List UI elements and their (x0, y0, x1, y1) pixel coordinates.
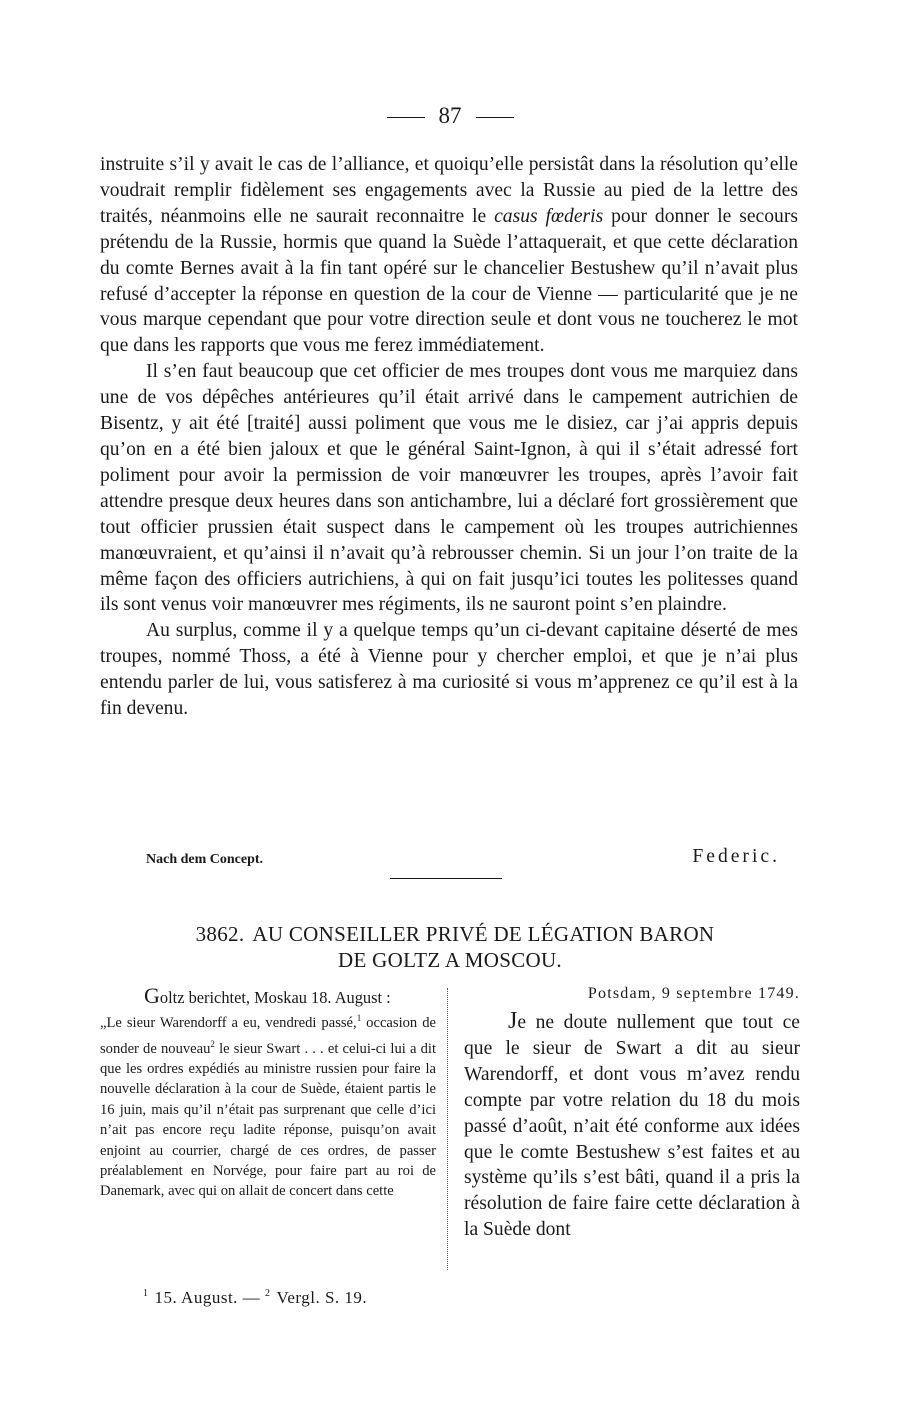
footnote-2-text: Vergl. S. 19. (276, 1288, 368, 1307)
paragraph-1 (100, 152, 798, 359)
document-number: 3862. (195, 922, 245, 946)
page-number-dash-left (387, 117, 425, 118)
paragraph-2: Il s’en faut beaucoup que cet officier de mes troupes dont vous me marquiez dans une de vos dépêches antérieures qu’il était arrivé dans le campement autrichien de Bisentz, y ait été [traité] aussi poliment que vous me le disiez, car j’ai appris depuis qu’on en a été bien jaloux et que le général Saint-Ignon, à qui il s’était adressé fort poliment pour avoir la permission de voir manœuvrer les troupes, après l’avoir fait attendre presque deux heures dans son antichambre, lui a déclaré fort grossièrement que tout officier prussien était suspect dans le campement où les troupes autrichiennes manœuvraient, et qu’ainsi il n’avait qu’à rebrousser chemin. Si un jour l’on traite de la même façon des officiers autrichiens, à qui on fait jusqu’ici toutes les politesses quand ils sont venus voir manœuvrer mes régiments, ils ne sauront point s’en plaindre. (100, 361, 798, 616)
paragraph-1-end: pour donner le secours prétendu de la Russie, hormis que quand la Suède l’attaquerait, et que cette déclaration du comte Bernes avait à la fin tant opéré sur le chancelier Bestushew qu’il n’avait plus refusé d’accepter la réponse en question de la cour de Vienne — particularité que je ne vous marque cependant que pour votre direction seule et dont vous ne toucherez le mot que dans les rapports que vous me ferez immédiatement. (100, 205, 798, 357)
letter-body (464, 1009, 800, 1243)
letter-column (464, 983, 800, 1243)
summary-quote-part2: occasion de sonder de nouveau (100, 1015, 436, 1057)
summary-quote (100, 1008, 436, 1201)
summary-initial: G (144, 983, 160, 1008)
letter-text: e ne doute nullement que tout ce que le sieur de Swart a dit au sieur Warendorff, et dont vous m’avez rendu compte par votre relation du 18 du mois passé d’août, n’ait été conforme aux idées que le comte Bestushew s’est faites et au système qu’ils s’est bâti, quand il a pris la résolution de faire faire cette déclaration à la Suède dont (464, 1012, 800, 1241)
section-divider (390, 878, 502, 879)
summary-quote-part3: le sieur Swart . . . et celui-ci lui a dit que les ordres expédiés au ministre russien pour faire la nouvelle déclaration à la cour de Suède, étaient partis le 16 juin, mais qu’il n’était pas surprenant que celle d’ici n’ait pas encore reçu ladite réponse, puisqu’on avait enjoint au courrier, chargé de ces ordres, de passer préalablement en Norvége, pour faire part au roi de Danemark, avec qui on allait de concert dans cette (100, 1040, 436, 1200)
footnote-mark-1: 1 (143, 1288, 149, 1300)
letter-dateline: Potsdam, 9 septembre 1749. (587, 985, 800, 1002)
footnotes (143, 1288, 367, 1308)
document-heading (100, 921, 800, 973)
document-title-line1: AU CONSEILLER PRIVÉ DE LÉGATION BARON (252, 922, 715, 946)
page-number-value: 87 (438, 103, 462, 128)
footnote-ref-1: 1 (356, 1013, 362, 1024)
main-text (100, 152, 798, 722)
paragraph-1-italic: casus fœderis (494, 205, 604, 227)
page-number-dash-right (476, 117, 514, 118)
footnote-ref-2: 2 (210, 1038, 215, 1049)
document-title-line2: DE GOLTZ A MOSCOU. (338, 948, 562, 972)
paragraph-1-start: instruite s’il y avait le cas de l’alliance, et quoiqu’elle persistât dans la résolution qu’elle voudrait remplir fidèlement ses engagements avec la Russie au pied de la lettre des traités, néanmoins elle ne saurait reconnaitre le (100, 154, 798, 227)
column-divider (447, 988, 448, 1270)
summary-column (100, 983, 436, 1202)
letter-initial: J (508, 1008, 518, 1034)
page-number (0, 103, 900, 129)
signature: Federic. (692, 846, 780, 867)
footnote-mark-2: 2 (264, 1288, 271, 1300)
summary-label (100, 983, 436, 1008)
summary-label-text: oltz berichtet, Moskau 18. August : (159, 988, 391, 1007)
paragraph-3: Au surplus, comme il y a quelque temps qu’un ci-devant capitaine déserté de mes troupes, nommé Thoss, a été à Vienne pour y chercher emploi, et que je n’ai plus entendu parler de lui, vous satisferez à ma curiosité si vous m’apprenez ce qu’il est à la fin devenu. (100, 620, 798, 720)
summary-quote-part1: „Le sieur Warendorff a eu, vendredi passé, (100, 1015, 357, 1032)
source-note: Nach dem Concept. (146, 852, 264, 867)
document-heading-line1 (100, 921, 800, 947)
footnote-1-text: 15. August. — (154, 1288, 265, 1307)
